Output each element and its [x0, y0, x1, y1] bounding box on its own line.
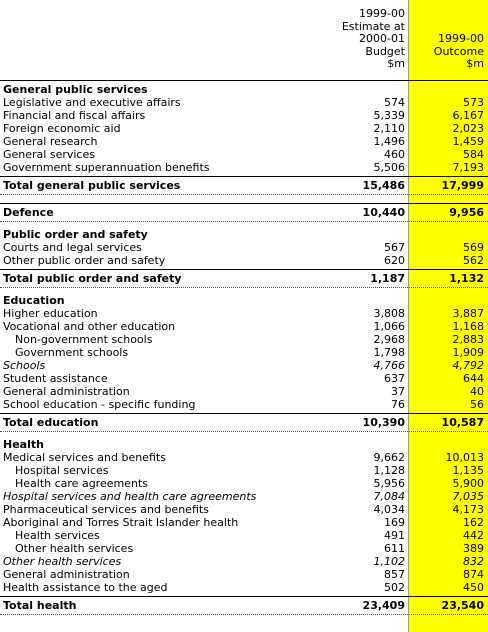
row-label: General public services: [3, 83, 148, 96]
outcome-value: 1,168: [452, 320, 484, 333]
total-rule-above: [0, 413, 488, 414]
budget-estimate-value: 1,066: [373, 320, 405, 333]
row-label: Total general public services: [3, 179, 181, 192]
outcome-value: 644: [463, 372, 484, 385]
outcome-value: 40: [470, 385, 484, 398]
budget-estimate-value: 9,662: [373, 451, 405, 464]
header-line: $m: [466, 57, 484, 71]
budget-estimate-value: 15,486: [362, 179, 405, 192]
outcome-value: 450: [463, 581, 484, 594]
row-label: Government superannuation benefits: [3, 161, 210, 174]
row-label: Health services: [15, 529, 100, 542]
row-label: Other health services: [15, 542, 134, 555]
table-row: [0, 490, 488, 503]
table-row: [0, 241, 488, 254]
outcome-value: 1,135: [452, 464, 484, 477]
row-label: Other health services: [3, 555, 122, 568]
outcome-value: 23,540: [441, 599, 484, 612]
table-row: [0, 161, 488, 174]
budget-column-header: [315, 8, 405, 71]
header-line: Budget: [365, 44, 405, 58]
budget-estimate-value: 1,496: [373, 135, 405, 148]
table-row: [0, 109, 488, 122]
outcome-value: 4,792: [452, 359, 484, 372]
outcome-value: 6,167: [452, 109, 484, 122]
row-label: General research: [3, 135, 98, 148]
table-row: [0, 398, 488, 411]
budget-estimate-value: 1,102: [373, 555, 405, 568]
total-rule-above: [0, 203, 488, 204]
total-rule-below: [0, 431, 488, 432]
outcome-value: 442: [463, 529, 484, 542]
budget-estimate-value: 2,110: [373, 122, 405, 135]
outcome-value: 2,023: [452, 122, 484, 135]
row-label: Public order and safety: [3, 228, 148, 241]
row-label: Higher education: [3, 307, 98, 320]
row-label: Courts and legal services: [3, 241, 142, 254]
budget-estimate-value: 10,390: [362, 416, 405, 429]
total-row: [0, 599, 488, 612]
outcome-value: 4,173: [452, 503, 484, 516]
budget-estimate-value: 857: [384, 568, 405, 581]
row-label: Total health: [3, 599, 77, 612]
budget-estimate-value: 4,034: [373, 503, 405, 516]
header-rule: [0, 80, 488, 81]
table-row: [0, 96, 488, 109]
outcome-value: 573: [463, 96, 484, 109]
total-row: [0, 416, 488, 429]
table-row: [0, 542, 488, 555]
budget-estimate-value: 574: [384, 96, 405, 109]
row-label: Health: [3, 438, 44, 451]
section-heading: [0, 228, 488, 241]
total-rule-above: [0, 596, 488, 597]
row-label: General services: [3, 148, 95, 161]
row-label: Aboriginal and Torres Strait Islander health: [3, 516, 239, 529]
outcome-value: 162: [463, 516, 484, 529]
budget-estimate-value: 460: [384, 148, 405, 161]
table-row: [0, 135, 488, 148]
outcome-value: 584: [463, 148, 484, 161]
outcome-value: 10,587: [441, 416, 484, 429]
outcome-value: 1,909: [452, 346, 484, 359]
table-row: [0, 581, 488, 594]
budget-estimate-value: 611: [384, 542, 405, 555]
budget-estimate-value: 7,084: [373, 490, 405, 503]
row-label: Total public order and safety: [3, 272, 182, 285]
row-label: School education - specific funding: [3, 398, 196, 411]
budget-estimate-value: 3,808: [373, 307, 405, 320]
table-row: [0, 477, 488, 490]
row-label: Hospital services and health care agreements: [3, 490, 257, 503]
table-row: [0, 148, 488, 161]
row-label: Foreign economic aid: [3, 122, 121, 135]
table-row: [0, 333, 488, 346]
outcome-value: 1,132: [449, 272, 484, 285]
outcome-value: 17,999: [441, 179, 484, 192]
total-rule-below: [0, 614, 488, 615]
table-row: [0, 555, 488, 568]
budget-estimate-value: 491: [384, 529, 405, 542]
table-row: [0, 464, 488, 477]
table-row: [0, 568, 488, 581]
outcome-value: 7,035: [452, 490, 484, 503]
budget-estimate-value: 620: [384, 254, 405, 267]
row-label: Total education: [3, 416, 99, 429]
budget-estimate-value: 5,956: [373, 477, 405, 490]
row-label: Schools: [3, 359, 46, 372]
outcome-value: 389: [463, 542, 484, 555]
total-rule-above: [0, 176, 488, 177]
table-row: [0, 346, 488, 359]
outcome-value: 569: [463, 241, 484, 254]
outcome-value: 5,900: [452, 477, 484, 490]
outcome-value: 9,956: [449, 206, 484, 219]
row-label: General administration: [3, 385, 130, 398]
row-label: Other public order and safety: [3, 254, 166, 267]
table-row: [0, 503, 488, 516]
table-row: [0, 516, 488, 529]
table-row: [0, 372, 488, 385]
total-row: [0, 179, 488, 192]
outcome-value: 56: [470, 398, 484, 411]
total-rule-below: [0, 194, 488, 195]
budget-estimate-value: 567: [384, 241, 405, 254]
outcome-value: 10,013: [445, 451, 484, 464]
row-label: Medical services and benefits: [3, 451, 166, 464]
row-label: Non-government schools: [15, 333, 153, 346]
outcome-value: 7,193: [452, 161, 484, 174]
table-row: [0, 529, 488, 542]
outcome-value: 874: [463, 568, 484, 581]
row-label: Health assistance to the aged: [3, 581, 168, 594]
total-rule-above: [0, 269, 488, 270]
budget-estimate-value: 637: [384, 372, 405, 385]
row-label: Health care agreements: [15, 477, 148, 490]
outcome-value: 2,883: [452, 333, 484, 346]
section-heading: [0, 294, 488, 307]
table-row: [0, 451, 488, 464]
table-row: [0, 254, 488, 267]
row-label: Legislative and executive affairs: [3, 96, 181, 109]
total-rule-below: [0, 221, 488, 222]
table-row: [0, 385, 488, 398]
outcome-value: 832: [463, 555, 484, 568]
budget-estimate-value: 1,187: [370, 272, 405, 285]
total-row: [0, 272, 488, 285]
outcome-value: 562: [463, 254, 484, 267]
budget-estimate-value: 1,798: [373, 346, 405, 359]
outcome-value: 1,459: [452, 135, 484, 148]
table-row: [0, 307, 488, 320]
outcome-column-header: [409, 33, 484, 71]
table-row: [0, 122, 488, 135]
budget-estimate-value: 2,968: [373, 333, 405, 346]
total-row: [0, 206, 488, 219]
header-line: $m: [387, 57, 405, 71]
row-label: Hospital services: [15, 464, 109, 477]
budget-estimate-value: 23,409: [362, 599, 405, 612]
header-line: 1999-00: [359, 7, 405, 20]
header-line: 1999-00: [438, 32, 484, 46]
header-line: Estimate at: [341, 19, 405, 33]
outcome-value: 3,887: [452, 307, 484, 320]
section-heading: [0, 83, 488, 96]
budget-estimate-value: 5,506: [373, 161, 405, 174]
row-label: Education: [3, 294, 65, 307]
budget-estimate-value: 76: [391, 398, 405, 411]
row-label: Pharmaceutical services and benefits: [3, 503, 209, 516]
header-line: 2000-01: [359, 32, 405, 46]
row-label: Student assistance: [3, 372, 108, 385]
budget-estimate-value: 4,766: [373, 359, 405, 372]
row-label: Defence: [3, 206, 54, 219]
budget-estimate-value: 37: [391, 385, 405, 398]
budget-estimate-value: 10,440: [362, 206, 405, 219]
row-label: General administration: [3, 568, 130, 581]
budget-estimate-value: 169: [384, 516, 405, 529]
row-label: Vocational and other education: [3, 320, 176, 333]
budget-estimate-value: 5,339: [373, 109, 405, 122]
section-heading: [0, 438, 488, 451]
row-label: Financial and fiscal affairs: [3, 109, 146, 122]
budget-estimate-value: 502: [384, 581, 405, 594]
total-rule-below: [0, 287, 488, 288]
row-label: Government schools: [15, 346, 129, 359]
table-row: [0, 359, 488, 372]
budget-estimate-value: 1,128: [373, 464, 405, 477]
header-line: Outcome: [433, 44, 484, 58]
table-row: [0, 320, 488, 333]
